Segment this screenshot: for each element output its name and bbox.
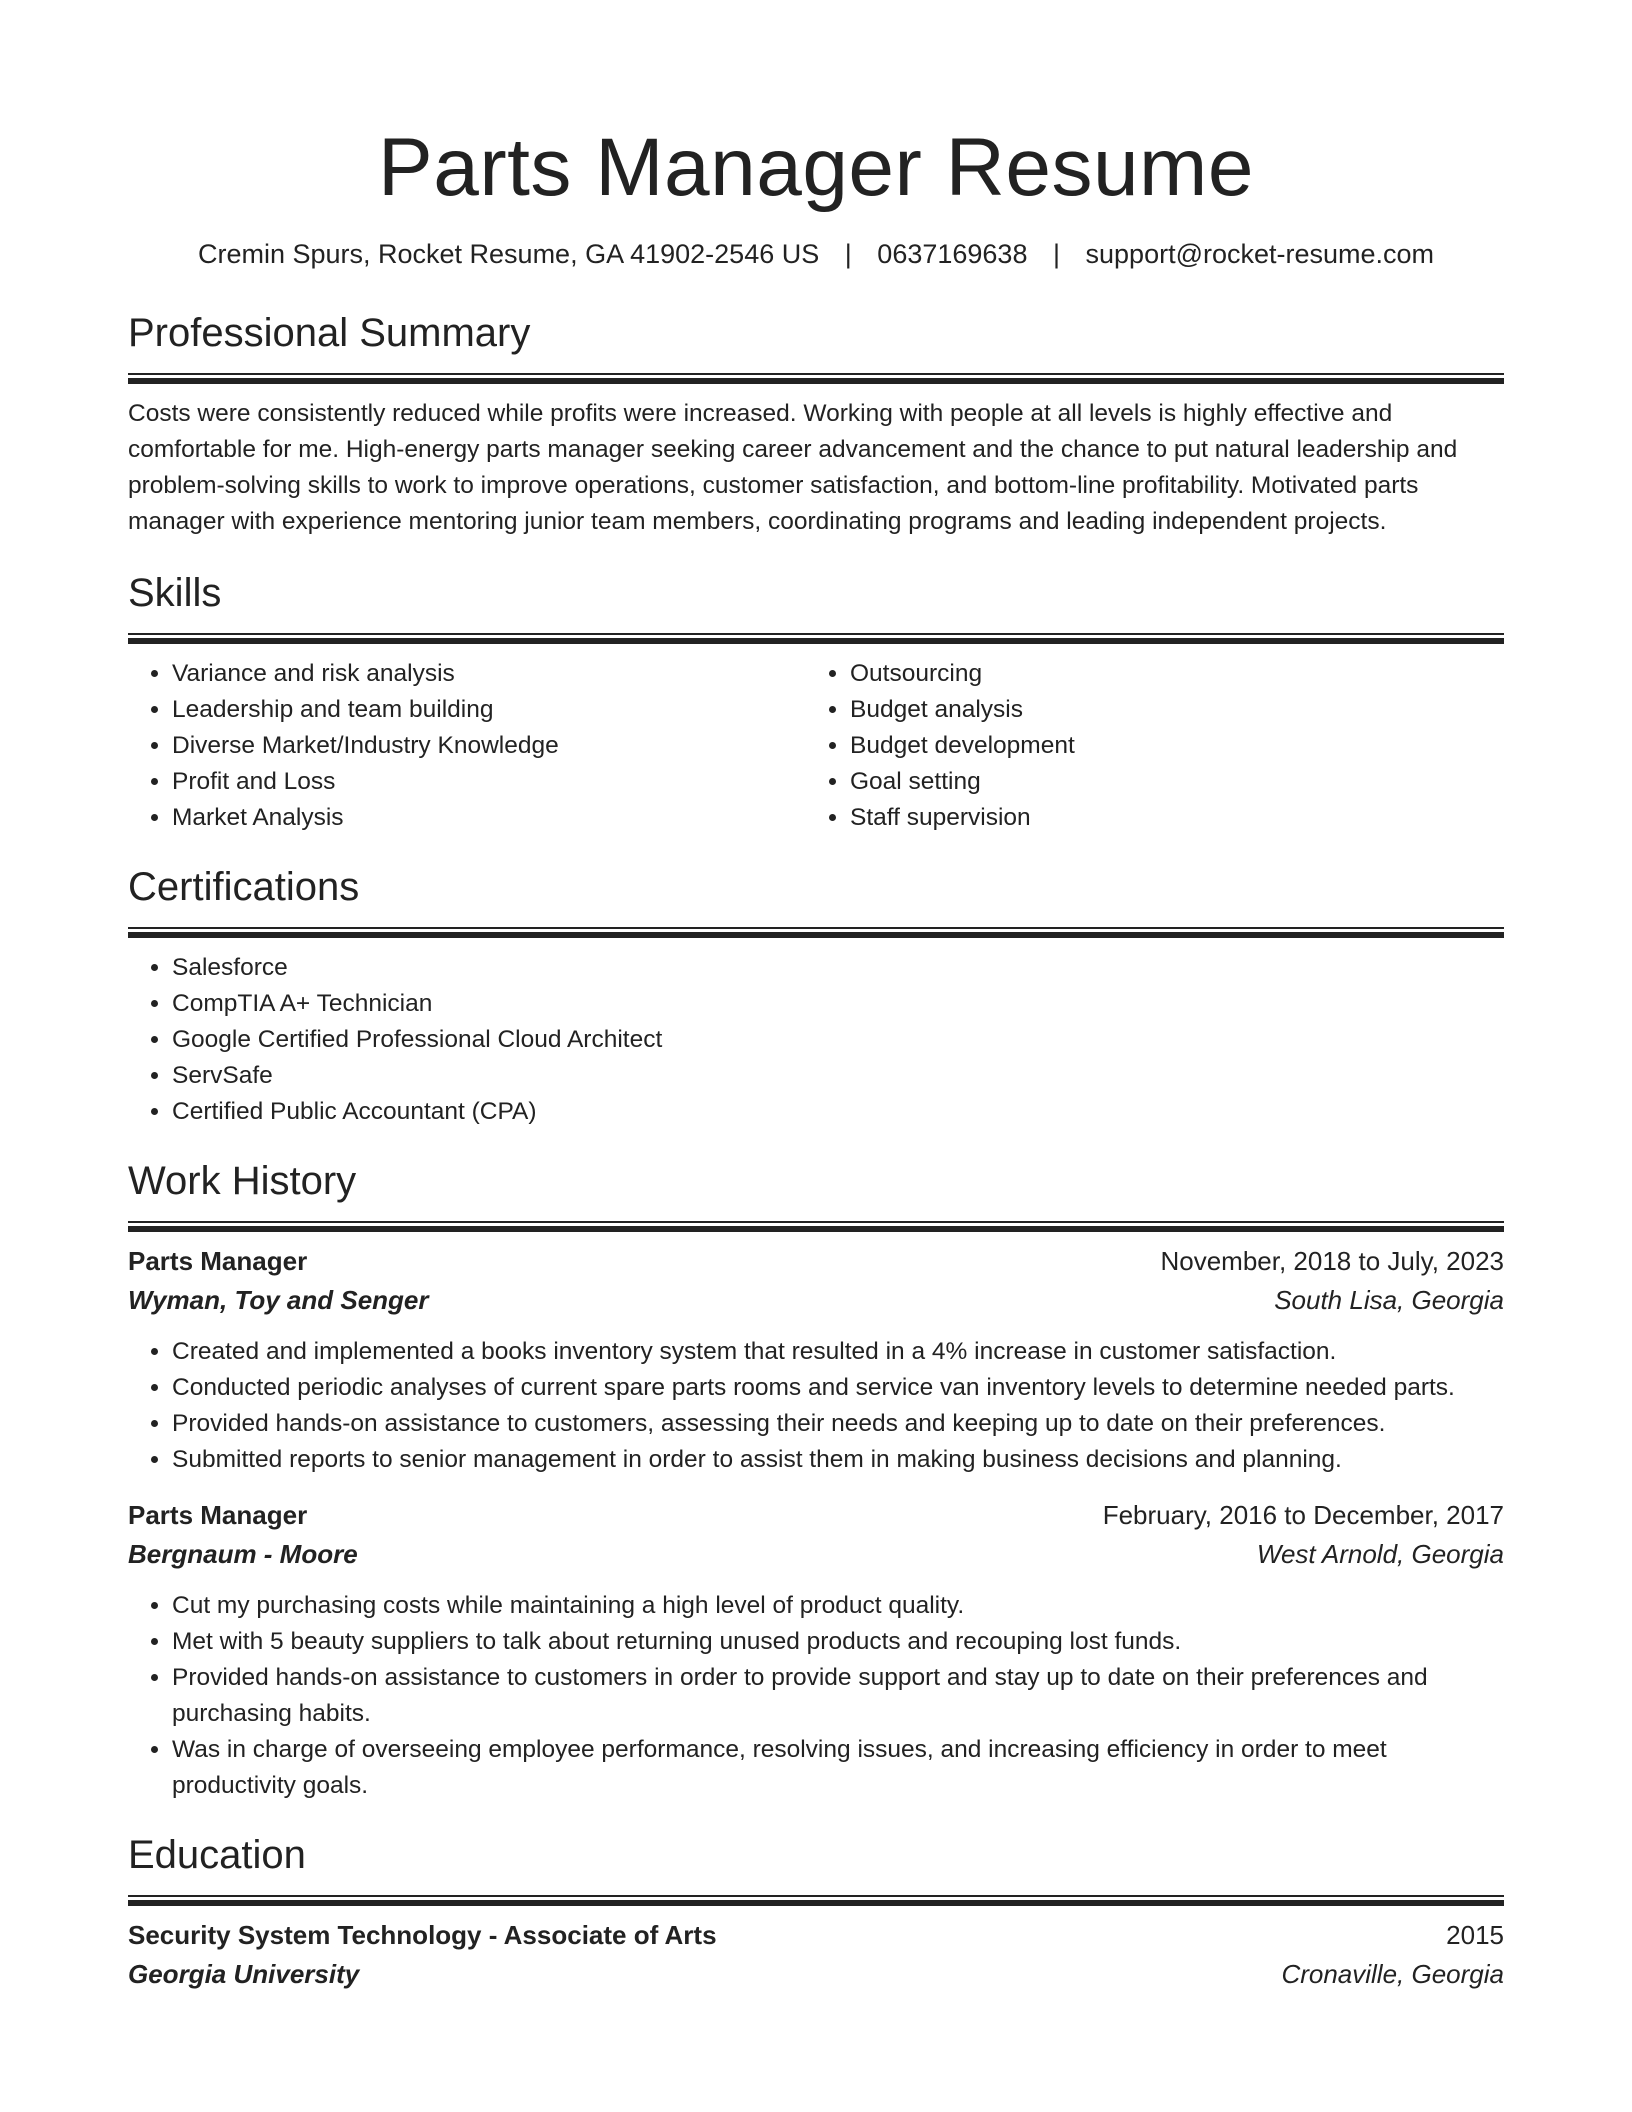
certifications-heading: Certifications xyxy=(128,865,360,909)
summary-section xyxy=(128,308,1504,540)
contact-separator: | xyxy=(1052,239,1060,269)
skill-item: • Market Analysis xyxy=(172,800,806,836)
job-company: Bergnaum - Moore xyxy=(128,1539,358,1569)
job-location: South Lisa, Georgia xyxy=(1274,1285,1504,1315)
section-divider xyxy=(128,1221,1504,1232)
job-duty-item: • Created and implemented a books inventory system that resulted in a 4% increase in customer satisfaction. xyxy=(172,1334,1504,1370)
skill-item: • Variance and risk analysis xyxy=(172,656,806,692)
contact-line xyxy=(128,236,1504,272)
job-title: Parts Manager xyxy=(128,1500,308,1530)
job-duty-item: • Provided hands-on assistance to customers in order to provide support and stay up to date on their preferences and purchasing habits. xyxy=(172,1660,1504,1732)
certification-item: • Salesforce xyxy=(172,950,1504,986)
skills-grid xyxy=(128,656,1504,836)
work-history-heading: Work History xyxy=(128,1159,357,1203)
job-duty-item: • Cut my purchasing costs while maintaining a high level of product quality. xyxy=(172,1588,1504,1624)
education-entry xyxy=(128,1916,1504,1994)
job-subheader xyxy=(128,1535,1504,1574)
skills-column-right xyxy=(806,656,1484,836)
job-duty-item: • Conducted periodic analyses of current spare parts rooms and service van inventory levels to determine needed parts. xyxy=(172,1370,1504,1406)
section-divider xyxy=(128,1895,1504,1906)
summary-text: Costs were consistently reduced while profits were increased. Working with people at all levels is highly effective and comfortable for me. High-energy parts manager seeking career advancement and the chance to put natural leadership and problem-solving skills to work to improve operations, customer satisfaction, and bottom-line profitability. Motivated parts manager with experience mentoring junior team members, coordinating programs and leading independent projects. xyxy=(128,400,1458,535)
education-subheader xyxy=(128,1955,1504,1994)
contact-email: support@rocket-resume.com xyxy=(1085,239,1435,269)
job-dates: November, 2018 to July, 2023 xyxy=(1160,1246,1504,1276)
skill-item: • Staff supervision xyxy=(850,800,1484,836)
skill-item: • Leadership and team building xyxy=(172,692,806,728)
work-history-section xyxy=(128,1156,1504,1804)
certification-item: • Google Certified Professional Cloud Architect xyxy=(172,1022,1504,1058)
skills-heading: Skills xyxy=(128,571,222,615)
job-duty-item: • Submitted reports to senior management in order to assist them in making business decisions and planning. xyxy=(172,1442,1504,1478)
job-duty-item: • Provided hands-on assistance to customers, assessing their needs and keeping up to date on their preferences. xyxy=(172,1406,1504,1442)
certification-item: • Certified Public Accountant (CPA) xyxy=(172,1094,1504,1130)
job-duty-item: • Met with 5 beauty suppliers to talk about returning unused products and recouping lost funds. xyxy=(172,1624,1504,1660)
contact-phone: 0637169638 xyxy=(877,239,1028,269)
section-divider xyxy=(128,373,1504,384)
education-header xyxy=(128,1916,1504,1955)
section-divider xyxy=(128,633,1504,644)
certification-item: • ServSafe xyxy=(172,1058,1504,1094)
skill-item: • Budget analysis xyxy=(850,692,1484,728)
job-location: West Arnold, Georgia xyxy=(1256,1539,1504,1569)
education-section xyxy=(128,1830,1504,1994)
skills-section xyxy=(128,568,1504,836)
skill-item: • Diverse Market/Industry Knowledge xyxy=(172,728,806,764)
contact-separator: | xyxy=(844,239,852,269)
job-company: Wyman, Toy and Senger xyxy=(128,1285,429,1315)
skill-item: • Goal setting xyxy=(850,764,1484,800)
resume-page xyxy=(128,0,1504,1994)
education-school: Georgia University xyxy=(128,1959,360,1989)
skills-column-left xyxy=(128,656,806,836)
skills-list-right xyxy=(806,656,1484,836)
job-subheader xyxy=(128,1281,1504,1320)
job-entry xyxy=(128,1242,1504,1478)
education-year: 2015 xyxy=(1446,1920,1504,1950)
education-location: Cronaville, Georgia xyxy=(1281,1959,1504,1989)
job-duties-list xyxy=(128,1588,1504,1804)
job-duty-item: • Was in charge of overseeing employee performance, resolving issues, and increasing efficiency in order to meet productivity goals. xyxy=(172,1732,1504,1804)
section-divider xyxy=(128,927,1504,938)
contact-address: Cremin Spurs, Rocket Resume, GA 41902-2546 US xyxy=(197,239,820,269)
skill-item: • Outsourcing xyxy=(850,656,1484,692)
education-degree: Security System Technology - Associate of Arts xyxy=(128,1920,717,1950)
skill-item: • Profit and Loss xyxy=(172,764,806,800)
job-header xyxy=(128,1242,1504,1281)
skills-list-left xyxy=(128,656,806,836)
job-title: Parts Manager xyxy=(128,1246,308,1276)
certifications-list xyxy=(128,950,1504,1130)
education-heading: Education xyxy=(128,1833,306,1877)
job-duties-list xyxy=(128,1334,1504,1478)
job-header xyxy=(128,1496,1504,1535)
job-entry xyxy=(128,1496,1504,1804)
job-dates: February, 2016 to December, 2017 xyxy=(1102,1500,1504,1530)
certification-item: • CompTIA A+ Technician xyxy=(172,986,1504,1022)
page-title: Parts Manager Resume xyxy=(378,122,1254,213)
certifications-section xyxy=(128,862,1504,1130)
skill-item: • Budget development xyxy=(850,728,1484,764)
summary-heading: Professional Summary xyxy=(128,311,531,355)
